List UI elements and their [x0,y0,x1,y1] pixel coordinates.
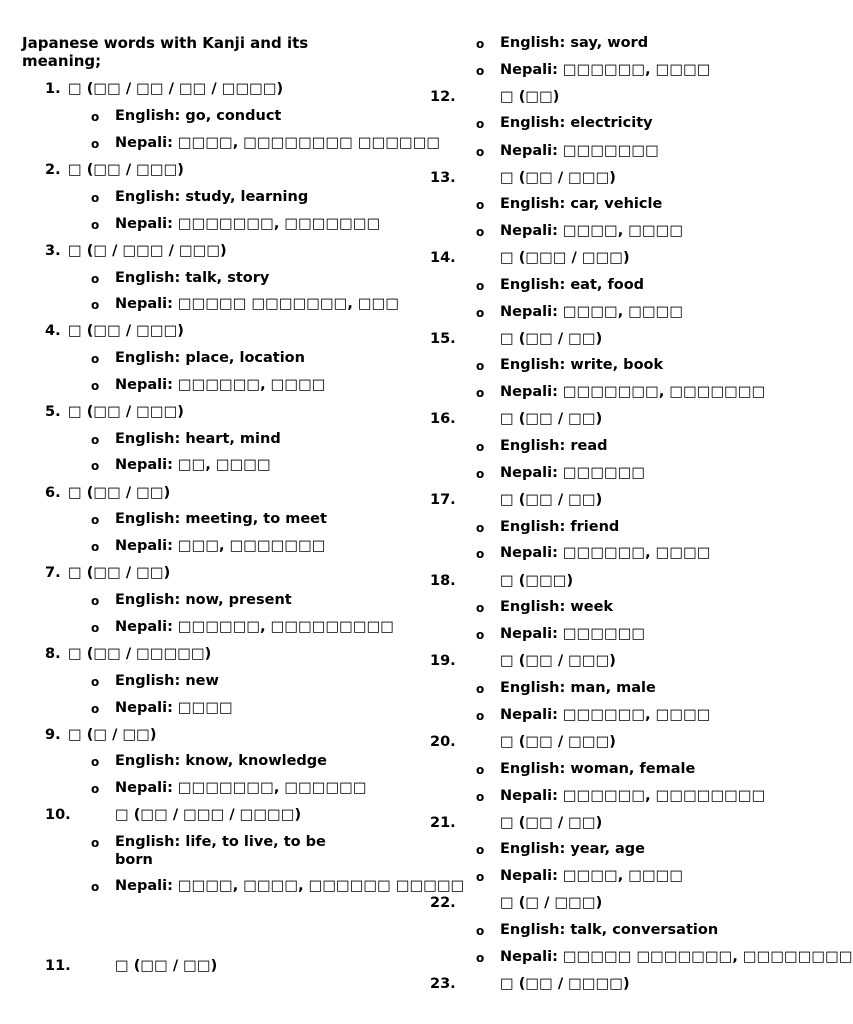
bullet-icon: o [476,117,485,131]
bullet-icon: o [476,547,485,561]
item-number: 12. [430,89,456,105]
item-english: English: go, conduct [115,108,282,124]
item-english: English: know, knowledge [115,753,328,769]
item-english: English: say, word [500,35,649,51]
item-number: 16. [430,411,456,427]
item-english: English: woman, female [500,761,696,777]
item-kanji: □ (□□ / □□ / □□ / □□□□) [68,81,284,97]
bullet-icon: o [91,540,100,554]
item-nepali: Nepali: □□□□□□□, □□□□□□□ [115,216,381,232]
bullet-icon: o [476,37,485,51]
bullet-icon: o [476,924,485,938]
item-nepali: Nepali: □□□□□□, □□□□□□□□ [500,788,766,804]
item-kanji: □ (□□ / □□) [115,958,218,974]
bullet-icon: o [91,272,100,286]
item-kanji: □ (□ / □□□ / □□□) [68,243,227,259]
bullet-icon: o [91,594,100,608]
bullet-icon: o [91,298,100,312]
bullet-icon: o [476,843,485,857]
document-title: Japanese words with Kanji and its meaning; [22,34,309,70]
item-number: 3. [45,243,61,259]
item-english: English: friend [500,519,620,535]
item-kanji: □ (□□ / □□□) [500,653,616,669]
item-nepali: Nepali: □□□□□□, □□□□□□□□□ [115,619,394,635]
item-number: 4. [45,323,61,339]
item-number: 1. [45,81,61,97]
item-english: English: new [115,673,219,689]
item-number: 11. [45,958,71,974]
item-number: 14. [430,250,456,266]
item-nepali: Nepali: □□□□□□, □□□□ [500,707,711,723]
item-number: 21. [430,815,456,831]
item-nepali: Nepali: □□□□□ □□□□□□□, □□□ [115,296,400,312]
item-nepali: Nepali: □□□□□ □□□□□□□, □□□□□□□□ [500,949,853,965]
item-kanji: □ (□ / □□□) [500,895,603,911]
item-english: English: talk, story [115,270,270,286]
item-nepali: Nepali: □□□, □□□□□□□ [115,538,326,554]
item-english: English: study, learning [115,189,309,205]
item-english: English: week [500,599,614,615]
item-kanji: □ (□□ / □□) [500,492,603,508]
item-english: English: electricity [500,115,653,131]
item-nepali: Nepali: □□□□□□, □□□□ [500,545,711,561]
bullet-icon: o [476,359,485,373]
item-english: English: now, present [115,592,292,608]
item-kanji: □ (□ / □□) [68,727,157,743]
item-english: English: life, to live, to be born [115,834,326,868]
item-nepali: Nepali: □□□□□□□ [500,143,659,159]
item-english: English: write, book [500,357,664,373]
bullet-icon: o [476,601,485,615]
item-nepali: Nepali: □□□□, □□□□ [500,304,684,320]
bullet-icon: o [91,836,100,850]
bullet-icon: o [91,379,100,393]
item-kanji: □ (□□ / □□) [500,331,603,347]
bullet-icon: o [91,110,100,124]
item-number: 22. [430,895,456,911]
item-english: English: read [500,438,608,454]
bullet-icon: o [91,513,100,527]
item-kanji: □ (□□□) [500,573,574,589]
item-nepali: Nepali: □□, □□□□ [115,457,271,473]
bullet-icon: o [476,306,485,320]
item-kanji: □ (□□□ / □□□) [500,250,630,266]
item-number: 20. [430,734,456,750]
item-kanji: □ (□□ / □□□) [68,323,184,339]
item-kanji: □ (□□ / □□) [68,485,171,501]
item-kanji: □ (□□ / □□) [500,411,603,427]
item-kanji: □ (□□ / □□) [500,815,603,831]
item-number: 2. [45,162,61,178]
bullet-icon: o [476,279,485,293]
bullet-icon: o [91,137,100,151]
bullet-icon: o [91,218,100,232]
bullet-icon: o [91,459,100,473]
bullet-icon: o [476,225,485,239]
item-english: English: car, vehicle [500,196,663,212]
bullet-icon: o [91,621,100,635]
item-number: 23. [430,976,456,992]
bullet-icon: o [476,198,485,212]
item-nepali: Nepali: □□□□, □□□□, □□□□□□ □□□□□ [115,878,465,894]
item-number: 5. [45,404,61,420]
bullet-icon: o [476,763,485,777]
bullet-icon: o [476,467,485,481]
item-english: English: place, location [115,350,305,366]
item-number: 7. [45,565,61,581]
item-nepali: Nepali: □□□□, □□□□ [500,868,684,884]
item-kanji: □ (□□ / □□□) [68,162,184,178]
item-nepali: Nepali: □□□□□□ [500,626,646,642]
item-kanji: □ (□□ / □□□) [500,734,616,750]
item-kanji: □ (□□ / □□□) [500,170,616,186]
bullet-icon: o [476,145,485,159]
item-english: English: man, male [500,680,656,696]
item-kanji: □ (□□ / □□) [68,565,171,581]
bullet-icon: o [91,433,100,447]
item-nepali: Nepali: □□□□, □□□□ [500,223,684,239]
bullet-icon: o [91,352,100,366]
bullet-icon: o [476,682,485,696]
bullet-icon: o [476,709,485,723]
item-english: English: meeting, to meet [115,511,327,527]
item-number: 15. [430,331,456,347]
item-number: 6. [45,485,61,501]
item-kanji: □ (□□ / □□□) [68,404,184,420]
item-kanji: □ (□□ / □□□□) [500,976,630,992]
item-nepali: Nepali: □□□□ [115,700,233,716]
item-nepali: Nepali: □□□□, □□□□□□□□ □□□□□□ [115,135,441,151]
bullet-icon: o [476,951,485,965]
item-nepali: Nepali: □□□□□□□, □□□□□□ [115,780,367,796]
bullet-icon: o [91,782,100,796]
item-number: 13. [430,170,456,186]
item-kanji: □ (□□ / □□□ / □□□□) [115,807,302,823]
item-english: English: talk, conversation [500,922,719,938]
item-english: English: year, age [500,841,645,857]
bullet-icon: o [476,521,485,535]
item-kanji: □ (□□) [500,89,560,105]
item-english: English: eat, food [500,277,645,293]
bullet-icon: o [476,64,485,78]
item-number: 8. [45,646,61,662]
bullet-icon: o [476,628,485,642]
item-nepali: Nepali: □□□□□□ [500,465,646,481]
item-number: 17. [430,492,456,508]
item-english: English: heart, mind [115,431,281,447]
item-number: 10. [45,807,71,823]
bullet-icon: o [91,755,100,769]
item-number: 18. [430,573,456,589]
item-nepali: Nepali: □□□□□□□, □□□□□□□ [500,384,766,400]
item-number: 19. [430,653,456,669]
bullet-icon: o [476,870,485,884]
item-number: 9. [45,727,61,743]
bullet-icon: o [91,880,100,894]
bullet-icon: o [91,675,100,689]
bullet-icon: o [476,386,485,400]
bullet-icon: o [476,790,485,804]
bullet-icon: o [476,440,485,454]
bullet-icon: o [91,191,100,205]
item-nepali: Nepali: □□□□□□, □□□□ [500,62,711,78]
item-nepali: Nepali: □□□□□□, □□□□ [115,377,326,393]
bullet-icon: o [91,702,100,716]
item-kanji: □ (□□ / □□□□□) [68,646,212,662]
